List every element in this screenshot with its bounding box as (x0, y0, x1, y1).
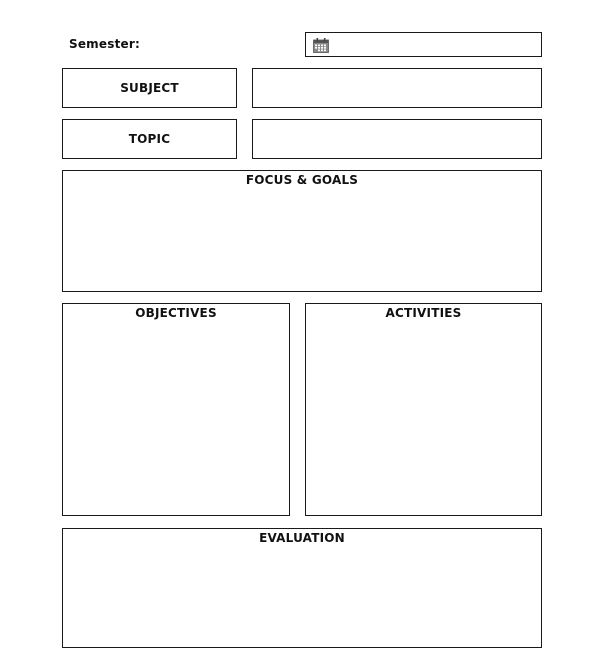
evaluation-title: EVALUATION (259, 531, 345, 545)
topic-input[interactable] (252, 119, 542, 159)
subject-input[interactable] (252, 68, 542, 108)
subject-label-box (62, 68, 237, 108)
evaluation-box[interactable] (62, 528, 542, 648)
calendar-icon[interactable] (313, 38, 329, 53)
activities-box[interactable] (305, 303, 542, 516)
topic-label-box (62, 119, 237, 159)
objectives-box[interactable] (62, 303, 290, 516)
semester-label: Semester: (69, 37, 140, 51)
focus-goals-title: FOCUS & GOALS (245, 173, 359, 187)
subject-label: SUBJECT (120, 81, 179, 95)
semester-date-field[interactable] (305, 32, 542, 57)
topic-label: TOPIC (128, 132, 171, 146)
focus-goals-box[interactable] (62, 170, 542, 292)
objectives-title: OBJECTIVES (135, 306, 217, 320)
activities-title: ACTIVITIES (385, 306, 462, 320)
